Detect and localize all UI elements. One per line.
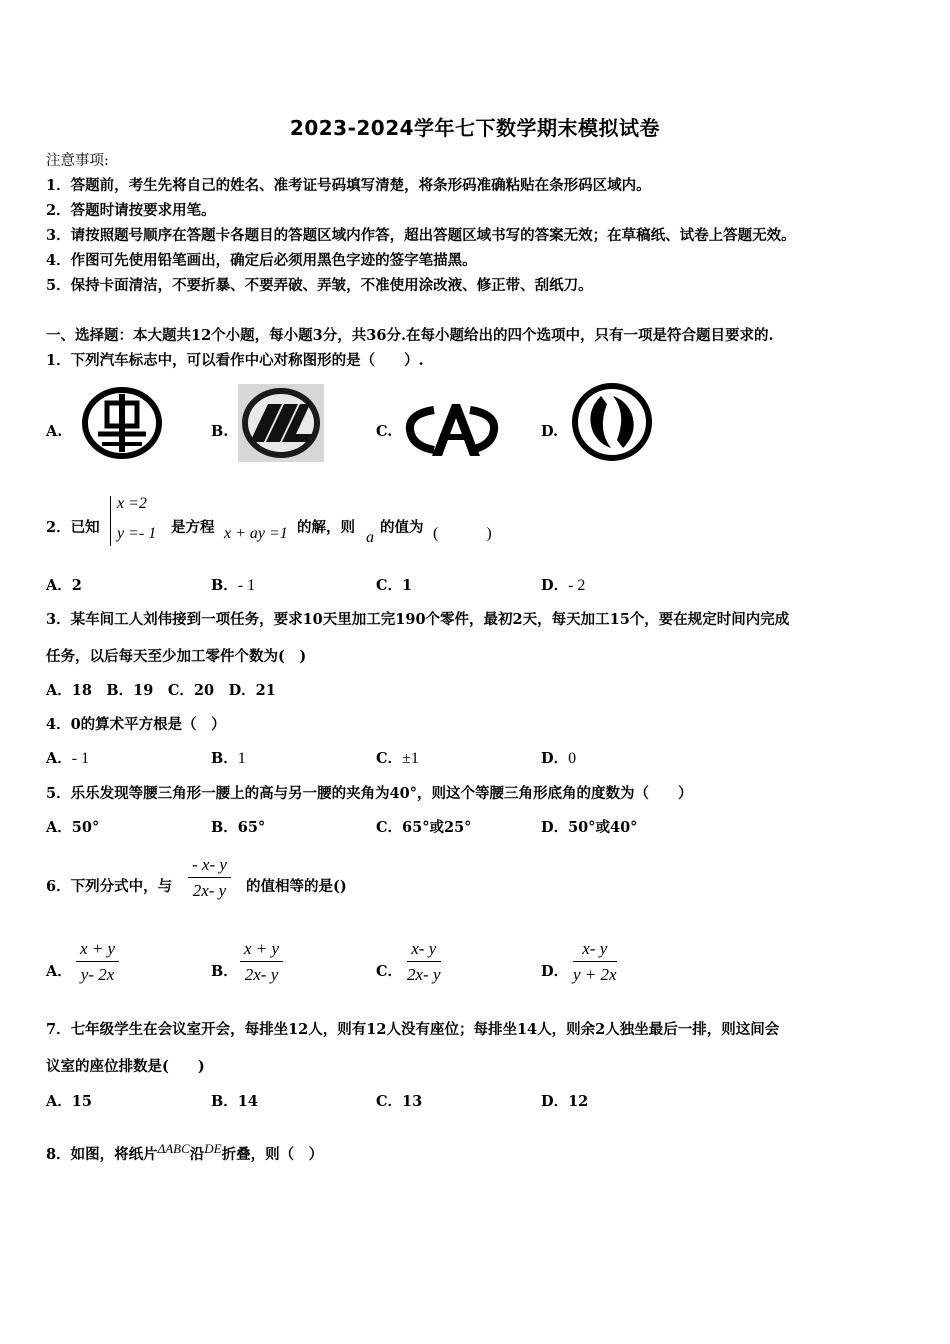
system-eq2: [117, 522, 156, 546]
fraction-numerator: x + y: [240, 939, 283, 962]
q4-option-label: A．: [46, 750, 72, 767]
question-8-stem: [46, 1139, 323, 1165]
car-logo-a-icon: [80, 386, 164, 460]
q6-fraction: [188, 855, 231, 901]
fraction-denominator: y + 2x: [573, 965, 617, 984]
q4-option-label: C．: [376, 750, 403, 767]
question-8-suffix: 折叠，则（ ）: [221, 1146, 324, 1163]
system-eq1: x =2: [117, 495, 147, 512]
q2-option-value: - 1: [237, 577, 256, 594]
q2-option-label: D．: [541, 577, 569, 594]
q2-option-label: C．: [376, 577, 403, 594]
system-eq2-text: y =- 1: [117, 525, 157, 542]
fraction-numerator: x + y: [76, 939, 119, 962]
q2-option-label: A．: [46, 577, 72, 594]
q5-option-label: B．: [211, 819, 238, 836]
q1-option-label: B.: [211, 423, 229, 440]
question-2-paren: ( ): [433, 525, 492, 542]
page-title: 2023-2024学年七下数学期末模拟试卷: [289, 116, 661, 140]
fraction-numerator: x- y: [573, 939, 617, 962]
question-5-stem: 5．乐乐发现等腰三角形一腰上的高与另一腰的夹角为40°，则这个等腰三角形底角的度数为（ ）: [46, 785, 693, 802]
question-2-prefix: 2．已知: [46, 519, 100, 536]
q6-option-fraction: [240, 939, 283, 985]
fraction-denominator: 2x- y: [407, 965, 441, 984]
fraction-denominator: 2x- y: [192, 881, 227, 900]
q4-option-value: 0: [568, 750, 577, 767]
q6-option-fraction: [76, 939, 119, 985]
question-7-line2: 议室的座位排数是( ): [46, 1058, 205, 1075]
q6-option-fraction: [407, 939, 441, 985]
question-3-options: A．18 B．19 C．20 D．21: [46, 682, 276, 699]
q5-option-value: 50°或40°: [568, 819, 638, 836]
q6-option-label: B．: [211, 963, 238, 980]
q4-option-label: D．: [541, 750, 569, 767]
car-logo-b-icon: [238, 384, 324, 462]
q7-option-value: 12: [568, 1093, 589, 1110]
notice-item: 5．保持卡面清洁，不要折暴、不要弄破、弄皱，不准使用涂改液、修正带、刮纸刀。: [46, 277, 593, 294]
question-2-var: a: [366, 529, 374, 546]
q7-option-label: A．: [46, 1093, 72, 1110]
q6-option-label: C．: [376, 963, 403, 980]
question-2-mid2: 的解，则: [297, 519, 355, 536]
q2-option-value: 2: [71, 577, 82, 594]
q6-option-fraction: [573, 939, 617, 985]
q6-option-label: D．: [541, 963, 569, 980]
q2-option-value: 1: [402, 577, 413, 594]
q5-option-value: 65°: [237, 819, 266, 836]
fraction-numerator: x- y: [407, 939, 441, 962]
q5-option-value: 65°或25°: [402, 819, 472, 836]
q5-option-label: A．: [46, 819, 72, 836]
question-2-equation: x + ay =1: [224, 525, 288, 542]
notice-item: 1．答题前，考生先将自己的姓名、准考证号码填写清楚，将条形码准确粘贴在条形码区域内。: [46, 177, 651, 194]
question-3-line2: 任务，以后每天至少加工零件个数为( ): [46, 648, 307, 665]
q2-option-value: - 2: [568, 577, 586, 594]
question-8-segment: DE: [204, 1141, 222, 1156]
notice-item: 2．答题时请按要求用笔。: [46, 202, 216, 219]
q1-option-label: D.: [541, 423, 559, 440]
q7-option-value: 14: [237, 1093, 258, 1110]
fraction-denominator: 2x- y: [244, 965, 279, 984]
notice-heading: 注意事项:: [46, 153, 109, 169]
system-brace: [110, 496, 111, 546]
question-3-line1: 3．某车间工人刘伟接到一项任务，要求10天里加工完190个零件，最初2天，每天加工15个，要在规定时间内完成: [46, 611, 790, 628]
q5-option-label: C．: [376, 819, 403, 836]
q5-option-value: 50°: [71, 819, 100, 836]
notice-item: 3．请按照题号顺序在答题卡各题目的答题区域内作答，超出答题区域书写的答案无效；在草稿纸、试卷上答题无效。: [46, 227, 796, 244]
section-heading: 一、选择题：本大题共12个小题，每小题3分，共36分.在每小题给出的四个选项中，只有一项是符合题目要求的.: [46, 327, 774, 344]
question-6-suffix: 的值相等的是(): [246, 878, 347, 895]
notice-item: 4．作图可先使用铅笔画出，确定后必须用黑色字迹的签字笔描黑。: [46, 252, 477, 269]
q4-option-label: B．: [211, 750, 238, 767]
question-4-stem: 4．0的算术平方根是（ ）: [46, 716, 226, 733]
car-logo-d-icon: [571, 382, 653, 462]
q7-option-value: 13: [402, 1093, 423, 1110]
q4-option-value: ±1: [402, 750, 419, 767]
q1-option-label: C.: [376, 423, 393, 440]
q7-option-value: 15: [71, 1093, 92, 1110]
q7-option-label: D．: [541, 1093, 569, 1110]
question-8-triangle: ΔABC: [157, 1141, 190, 1156]
q2-option-label: B．: [211, 577, 238, 594]
question-2-suffix: 的值为: [380, 519, 424, 536]
q5-option-label: D．: [541, 819, 569, 836]
q1-option-label: A.: [46, 423, 63, 440]
q6-option-label: A．: [46, 963, 72, 980]
fraction-denominator: y- 2x: [80, 965, 115, 984]
fraction-numerator: - x- y: [188, 855, 231, 878]
question-8-prefix: 8．如图，将纸片: [46, 1146, 158, 1163]
question-6-prefix: 6．下列分式中，与: [46, 878, 173, 895]
q4-option-value: - 1: [71, 750, 90, 767]
car-logo-c-icon: [404, 400, 500, 460]
question-2-mid1: 是方程: [171, 519, 215, 536]
question-7-line1: 7．七年级学生在会议室开会，每排坐12人，则有12人没有座位；每排坐14人，则余2人独坐最后一排，则这间会: [46, 1021, 780, 1038]
q7-option-label: C．: [376, 1093, 403, 1110]
question-1-stem: 1．下列汽车标志中，可以看作中心对称图形的是（ ）.: [46, 352, 424, 369]
q4-option-value: 1: [237, 750, 246, 767]
q7-option-label: B．: [211, 1093, 238, 1110]
question-8-mid: 沿: [189, 1146, 205, 1163]
